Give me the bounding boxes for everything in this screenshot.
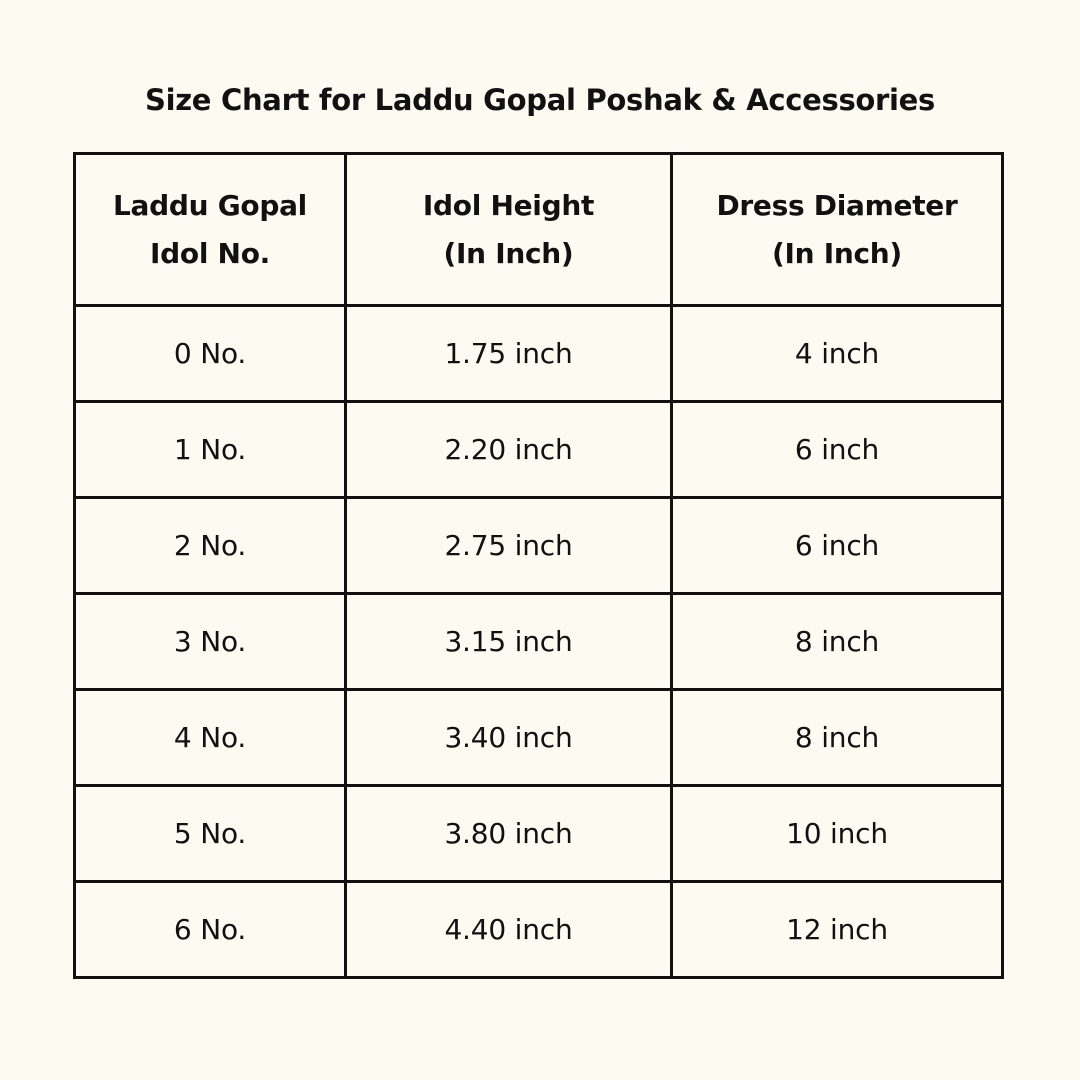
- table-row: [75, 498, 1003, 594]
- cell-dress-diameter: 6 inch: [672, 402, 1003, 498]
- page-title: Size Chart for Laddu Gopal Poshak & Accessories: [145, 83, 935, 117]
- header-idol-no-line2: Idol No.: [150, 236, 270, 270]
- cell-idol-height: 4.40 inch: [346, 882, 672, 978]
- cell-idol-no: 1 No.: [75, 402, 346, 498]
- header-idol-height: [346, 154, 672, 306]
- cell-idol-no: 3 No.: [75, 594, 346, 690]
- cell-idol-no: 0 No.: [75, 306, 346, 402]
- header-idol-height-line2: (In Inch): [443, 236, 574, 270]
- cell-dress-diameter: 12 inch: [672, 882, 1003, 978]
- cell-idol-no: 5 No.: [75, 786, 346, 882]
- header-dress-diameter-line1: Dress Diameter: [716, 188, 958, 222]
- cell-idol-no: 4 No.: [75, 690, 346, 786]
- cell-dress-diameter: 8 inch: [672, 690, 1003, 786]
- cell-dress-diameter: 6 inch: [672, 498, 1003, 594]
- header-idol-height-line1: Idol Height: [422, 188, 595, 222]
- cell-idol-height: 2.75 inch: [346, 498, 672, 594]
- header-idol-no: [75, 154, 346, 306]
- header-dress-diameter: [672, 154, 1003, 306]
- cell-idol-height: 3.15 inch: [346, 594, 672, 690]
- table-row: [75, 594, 1003, 690]
- header-dress-diameter-line2: (In Inch): [772, 236, 902, 270]
- cell-dress-diameter: 8 inch: [672, 594, 1003, 690]
- table-header-row: [75, 154, 1003, 306]
- table-row: [75, 882, 1003, 978]
- cell-idol-height: 2.20 inch: [346, 402, 672, 498]
- header-idol-no-line1: Laddu Gopal: [113, 188, 307, 222]
- size-chart-table: [73, 152, 1004, 979]
- table-row: [75, 402, 1003, 498]
- cell-idol-height: 3.80 inch: [346, 786, 672, 882]
- cell-idol-height: 3.40 inch: [346, 690, 672, 786]
- cell-idol-height: 1.75 inch: [346, 306, 672, 402]
- cell-idol-no: 2 No.: [75, 498, 346, 594]
- table-row: [75, 786, 1003, 882]
- table-row: [75, 690, 1003, 786]
- cell-dress-diameter: 4 inch: [672, 306, 1003, 402]
- cell-idol-no: 6 No.: [75, 882, 346, 978]
- table-row: [75, 306, 1003, 402]
- cell-dress-diameter: 10 inch: [672, 786, 1003, 882]
